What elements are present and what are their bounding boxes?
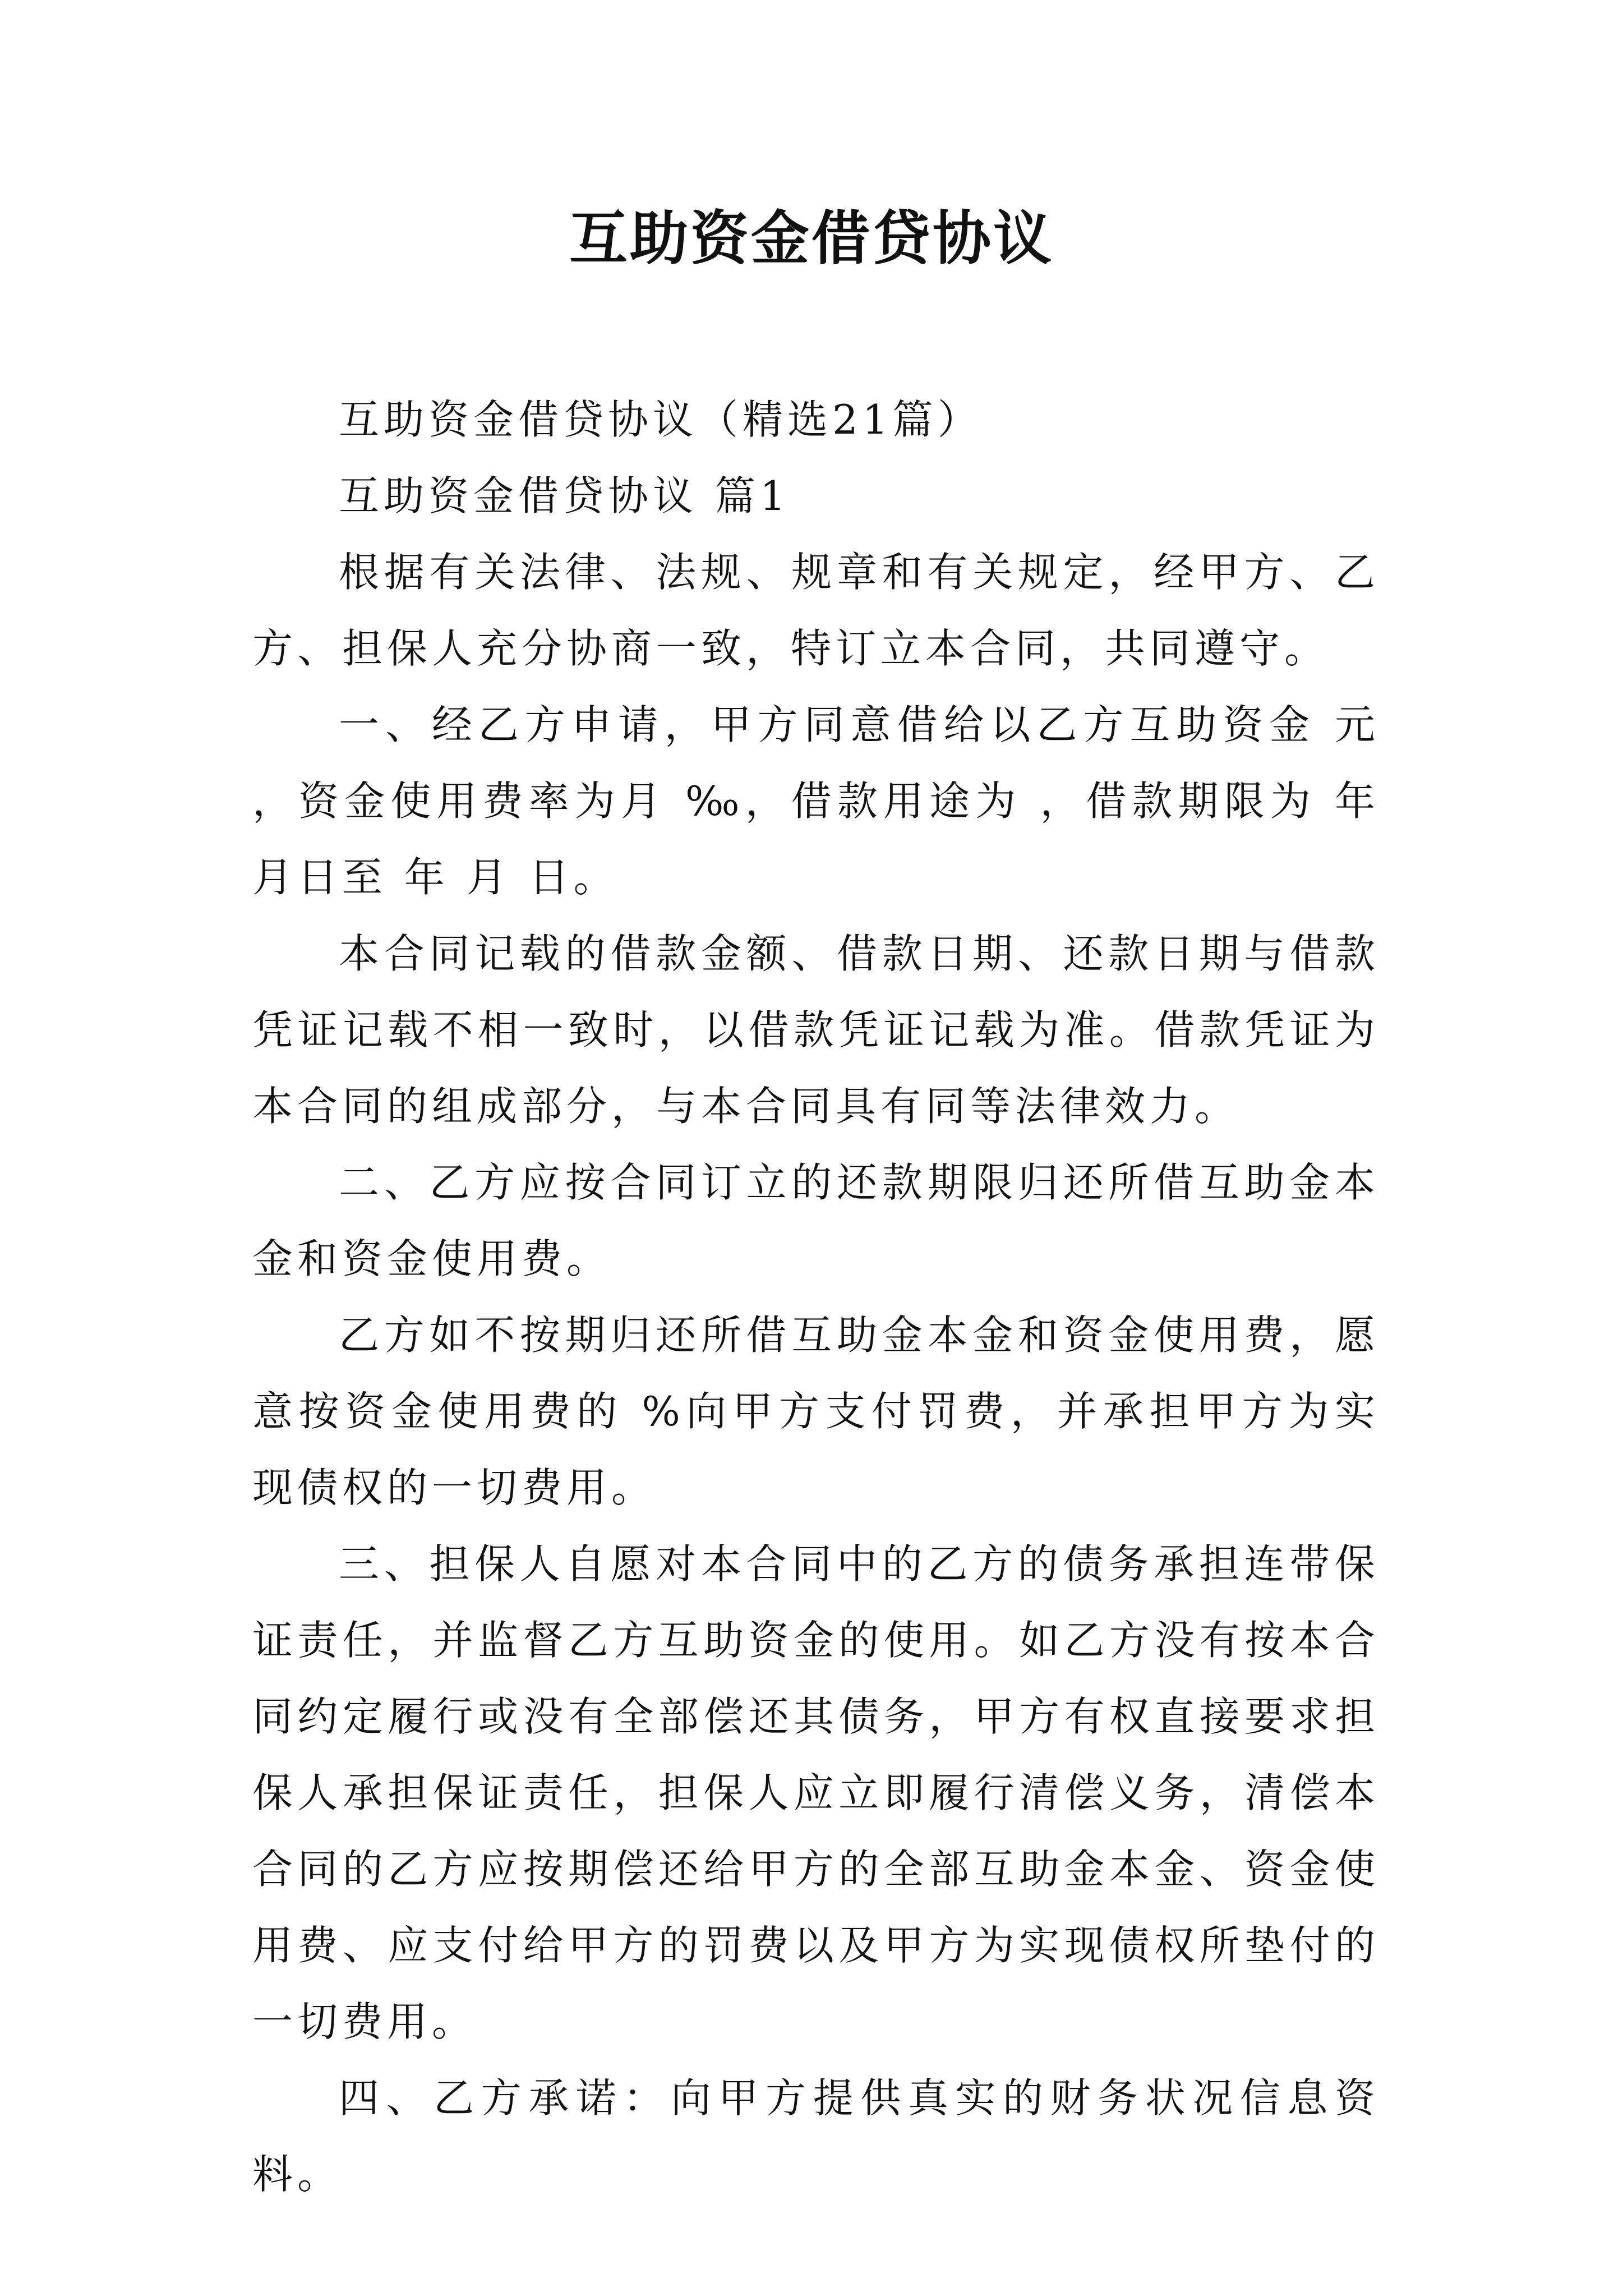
paragraph-preamble: 根据有关法律、法规、规章和有关规定，经甲方、乙方、担保人充分协商一致，特订立本合同，共同遵守。 [252,549,1380,672]
paragraph-clause-1-note: 本合同记载的借款金额、借款日期、还款日期与借款凭证记载不相一致时，以借款凭证记载为准。借款凭证为本合同的组成部分，与本合同具有同等法律效力。 [252,930,1380,1130]
paragraph-clause-3: 三、担保人自愿对本合同中的乙方的债务承担连带保证责任，并监督乙方互助资金的使用。如乙方没有按本合同约定履行或没有全部偿还其债务，甲方有权直接要求担保人承担保证责任，担保人应立即履行清偿义务，清偿本合同的乙方应按期偿还给甲方的全部互助金本金、资金使用费、应支付给甲方的罚费以及甲方为实现债权所垫付的一切费用。 [252,1540,1380,2045]
subtitle-collection: 互助资金借贷协议（精选21篇） [339,396,983,443]
document-body [252,381,1380,2212]
paragraph-clause-1: 一、经乙方申请，甲方同意借给以乙方互助资金 元 ，资金使用费率为月 ‰，借款用途为 ，借款期限为 年 月日至 年 月 日。 [252,701,1380,901]
document-title: 互助资金借贷协议 [569,204,1054,273]
section-heading-part-1: 互助资金借贷协议 篇1 [339,472,790,519]
paragraph-clause-2-penalty: 乙方如不按期归还所借互助金本金和资金使用费，愿意按资金使用费的 %向甲方支付罚费，并承担甲方为实现债权的一切费用。 [252,1312,1380,1511]
paragraph-clause-4: 四、乙方承诺：向甲方提供真实的财务状况信息资料。 [252,2074,1380,2198]
paragraph-clause-2: 二、乙方应按合同订立的还款期限归还所借互助金本金和资金使用费。 [252,1159,1380,1282]
